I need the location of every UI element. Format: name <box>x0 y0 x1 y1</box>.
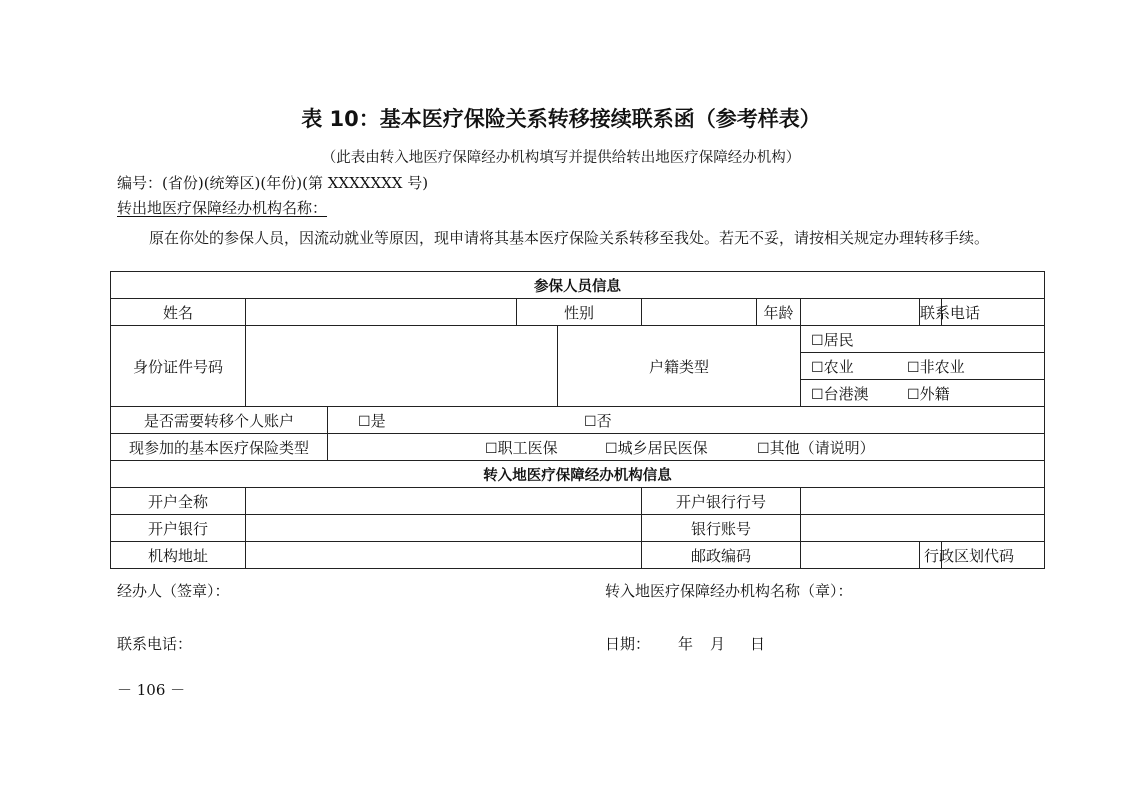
bank-label: 开户银行 <box>111 515 246 542</box>
option-label: 否 <box>596 411 612 430</box>
checkbox-icon: ☐ <box>811 359 824 376</box>
age-label: 年龄 <box>757 299 801 326</box>
hukou-option-row-agri <box>801 353 1045 380</box>
hukou-option-agri[interactable] <box>811 356 907 377</box>
contact-phone-label: 联系电话： <box>117 635 193 653</box>
address-field[interactable] <box>246 542 642 569</box>
bank-code-label: 开户银行行号 <box>642 488 801 515</box>
date-year-label: 年 <box>678 635 694 653</box>
transfer-option-yes[interactable] <box>358 410 584 431</box>
checkbox-icon: ☐ <box>811 386 824 403</box>
option-label: 农业 <box>823 357 854 376</box>
bank-account-label: 银行账号 <box>642 515 801 542</box>
insurance-option-other[interactable] <box>757 437 875 458</box>
insurance-option-employee[interactable] <box>485 437 605 458</box>
account-name-field[interactable] <box>246 488 642 515</box>
option-label: 台港澳 <box>823 384 869 403</box>
checkbox-icon: ☐ <box>485 440 498 457</box>
option-label: 职工医保 <box>497 438 558 457</box>
checkbox-icon: ☐ <box>907 386 920 403</box>
hukou-option-non-agri[interactable] <box>907 356 965 377</box>
age-field[interactable] <box>801 299 920 326</box>
checkbox-icon: ☐ <box>358 413 371 430</box>
date-label: 日期： <box>605 635 651 653</box>
section-agency-info: 转入地医疗保障经办机构信息 <box>111 461 1045 488</box>
id-number-label: 身份证件号码 <box>111 326 246 407</box>
hukou-option-foreign[interactable] <box>907 383 950 404</box>
transfer-account-label: 是否需要转移个人账户 <box>111 407 328 434</box>
region-code-label: 行政区划代码 <box>920 542 942 569</box>
agency-seal-label: 转入地医疗保障经办机构名称（章）： <box>605 582 853 600</box>
account-name-label: 开户全称 <box>111 488 246 515</box>
transfer-account-options <box>328 407 1045 434</box>
hukou-option-resident[interactable] <box>801 326 1045 353</box>
insurance-type-label: 现参加的基本医疗保险类型 <box>111 434 328 461</box>
insurance-type-options <box>328 434 1045 461</box>
form-title: 表 10：基本医疗保险关系转移接续联系函（参考样表） <box>301 107 821 131</box>
postcode-label: 邮政编码 <box>642 542 801 569</box>
serial-number: 编号：(省份)(统筹区)(年份)(第 XXXXXXX 号) <box>117 174 429 192</box>
option-label: 居民 <box>823 330 854 349</box>
section-insured-info: 参保人员信息 <box>111 272 1045 299</box>
page-number: － 106 － <box>117 681 186 699</box>
option-label: 其他（请说明） <box>769 438 875 457</box>
checkbox-icon: ☐ <box>811 332 824 349</box>
option-label: 非农业 <box>919 357 965 376</box>
checkbox-icon: ☐ <box>907 359 920 376</box>
option-label: 外籍 <box>919 384 950 403</box>
insurance-option-urban-rural[interactable] <box>605 437 757 458</box>
form-table <box>110 271 1045 569</box>
phone-label: 联系电话 <box>920 299 942 326</box>
hukou-type-label: 户籍类型 <box>558 326 801 407</box>
option-label: 是 <box>370 411 386 430</box>
name-field[interactable] <box>246 299 517 326</box>
checkbox-icon: ☐ <box>605 440 618 457</box>
gender-label: 性别 <box>517 299 642 326</box>
bank-field[interactable] <box>246 515 642 542</box>
hukou-option-row-hmt <box>801 380 1045 407</box>
option-label: 城乡居民医保 <box>617 438 708 457</box>
transfer-option-no[interactable] <box>584 410 612 431</box>
date-month-label: 月 <box>710 635 726 653</box>
checkbox-icon: ☐ <box>584 413 597 430</box>
request-paragraph: 原在你处的参保人员，因流动就业等原因，现申请将其基本医疗保险关系转移至我处。若无不妥，请按相关规定办理转移手续。 <box>149 229 990 247</box>
address-label: 机构地址 <box>111 542 246 569</box>
id-number-field[interactable] <box>246 326 558 407</box>
handler-signature-label: 经办人（签章）： <box>117 582 230 600</box>
hukou-option-hmt[interactable] <box>811 383 907 404</box>
date-day-label: 日 <box>750 635 766 653</box>
bank-account-field[interactable] <box>801 515 1045 542</box>
form-subtitle: （此表由转入地医疗保障经办机构填写并提供给转出地医疗保障经办机构） <box>321 150 801 166</box>
bank-code-field[interactable] <box>801 488 1045 515</box>
origin-agency-label: 转出地医疗保障经办机构名称： <box>117 199 328 217</box>
checkbox-icon: ☐ <box>757 440 770 457</box>
gender-field[interactable] <box>642 299 757 326</box>
name-label: 姓名 <box>111 299 246 326</box>
postcode-field[interactable] <box>801 542 920 569</box>
